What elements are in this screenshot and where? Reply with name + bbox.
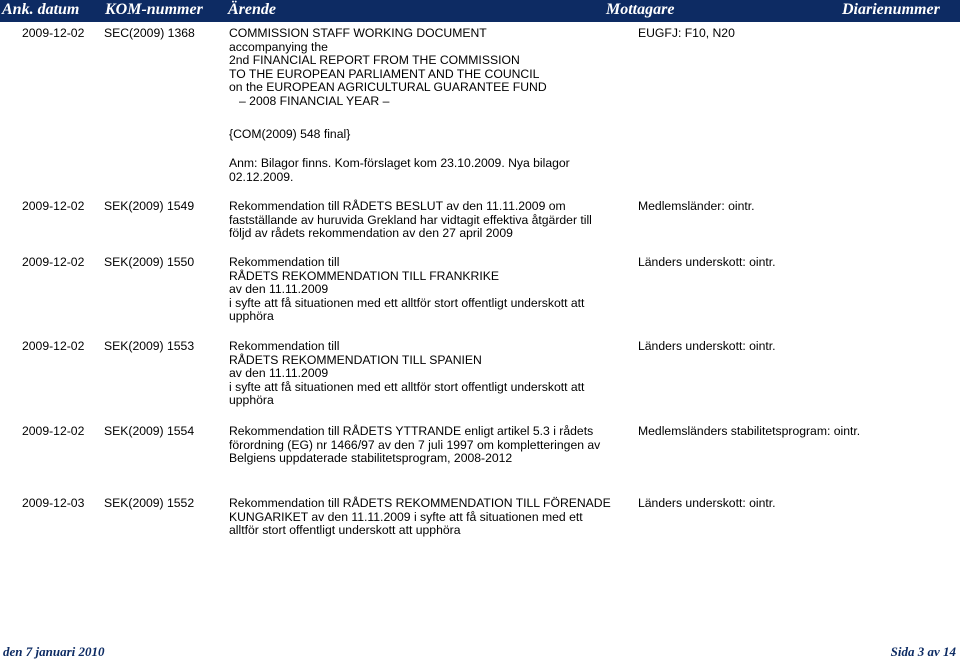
arende-line: KUNGARIKET av den 11.11.2009 i syfte att få situationen med ett	[229, 509, 583, 524]
arende-line: accompanying the	[229, 39, 328, 54]
page-footer	[0, 641, 960, 663]
header-arende: Ärende	[228, 1, 276, 18]
arende-line: i syfte att få situationen med ett alltför stort offentligt underskott att	[229, 379, 585, 394]
row-mottagare: EUGFJ: F10, N20	[638, 26, 735, 40]
footer-date: den 7 januari 2010	[3, 644, 105, 659]
arende-line: 02.12.2009.	[229, 169, 294, 184]
arende-line: i syfte att få situationen med ett alltför stort offentligt underskott att	[229, 295, 585, 310]
row-arende	[229, 256, 629, 324]
row-arende	[229, 497, 629, 538]
arende-line: Belgiens uppdaterade stabilitetsprogram, 2008-2012	[229, 451, 513, 466]
arende-blank-line	[229, 109, 629, 123]
row-date: 2009-12-02	[22, 255, 85, 269]
arende-line: {COM(2009) 548 final}	[229, 127, 351, 142]
row-mottagare: Länders underskott: ointr.	[638, 339, 776, 353]
row-arende	[229, 425, 629, 466]
arende-line: följd av rådets rekommendation av den 27 april 2009	[229, 226, 513, 241]
arende-line: TO THE EUROPEAN PARLIAMENT AND THE COUNCIL	[229, 66, 540, 81]
arende-line: – 2008 FINANCIAL YEAR –	[239, 93, 390, 108]
row-date: 2009-12-03	[22, 496, 85, 510]
row-date: 2009-12-02	[22, 339, 85, 353]
row-date: 2009-12-02	[22, 26, 85, 40]
row-kom-nummer: SEK(2009) 1553	[104, 339, 195, 353]
row-mottagare: Länders underskott: ointr.	[638, 496, 776, 510]
footer-page-number: Sida 3 av 14	[890, 644, 956, 659]
row-mottagare: Medlemsländer: ointr.	[638, 199, 755, 213]
row-arende	[229, 340, 629, 408]
header-diarienummer: Diarienummer	[842, 1, 940, 18]
row-mottagare: Länders underskott: ointr.	[638, 255, 776, 269]
arende-line: av den 11.11.2009	[229, 366, 329, 381]
row-date: 2009-12-02	[22, 199, 85, 213]
arende-line: Rekommendation till RÅDETS BESLUT av den 11.11.2009 om	[229, 199, 566, 213]
arende-line: fastställande av huruvida Grekland har vidtagit effektiva åtgärder till	[229, 212, 592, 227]
table-header	[0, 0, 960, 22]
arende-line: 2nd FINANCIAL REPORT FROM THE COMMISSION	[229, 53, 520, 68]
header-kom-nummer: KOM-nummer	[105, 1, 203, 18]
row-kom-nummer: SEK(2009) 1554	[104, 424, 195, 438]
arende-line: RÅDETS REKOMMENDATION TILL FRANKRIKE	[229, 268, 499, 283]
arende-line: upphöra	[229, 393, 274, 408]
arende-line: Rekommendation till RÅDETS YTTRANDE enligt artikel 5.3 i rådets	[229, 424, 594, 438]
arende-line: Rekommendation till	[229, 339, 340, 353]
arende-line: av den 11.11.2009	[229, 282, 329, 297]
row-date: 2009-12-02	[22, 424, 85, 438]
arende-line: on the EUROPEAN AGRICULTURAL GUARANTEE FUND	[229, 80, 547, 95]
row-kom-nummer: SEK(2009) 1549	[104, 199, 195, 213]
arende-line: RÅDETS REKOMMENDATION TILL SPANIEN	[229, 352, 482, 367]
row-mottagare: Medlemsländers stabilitetsprogram: ointr.	[638, 424, 861, 438]
arende-line: Rekommendation till RÅDETS REKOMMENDATION TILL FÖRENADE	[229, 496, 611, 510]
arende-line: upphöra	[229, 309, 274, 324]
row-arende	[229, 27, 629, 185]
arende-blank-line	[229, 142, 629, 156]
arende-line: alltför stort offentligt underskott att upphöra	[229, 523, 461, 538]
header-mottagare: Mottagare	[606, 1, 675, 18]
arende-line: Anm: Bilagor finns. Kom-förslaget kom 23.10.2009. Nya bilagor	[229, 156, 570, 171]
arende-line: Rekommendation till	[229, 255, 340, 269]
arende-line: COMMISSION STAFF WORKING DOCUMENT	[229, 26, 487, 40]
row-arende	[229, 200, 629, 241]
arende-line: förordning (EG) nr 1466/97 av den 7 juli 1997 om kompletteringen av	[229, 437, 601, 452]
header-ank-datum: Ank. datum	[2, 1, 80, 18]
row-kom-nummer: SEK(2009) 1552	[104, 496, 195, 510]
row-kom-nummer: SEK(2009) 1550	[104, 255, 195, 269]
row-kom-nummer: SEC(2009) 1368	[104, 26, 195, 40]
